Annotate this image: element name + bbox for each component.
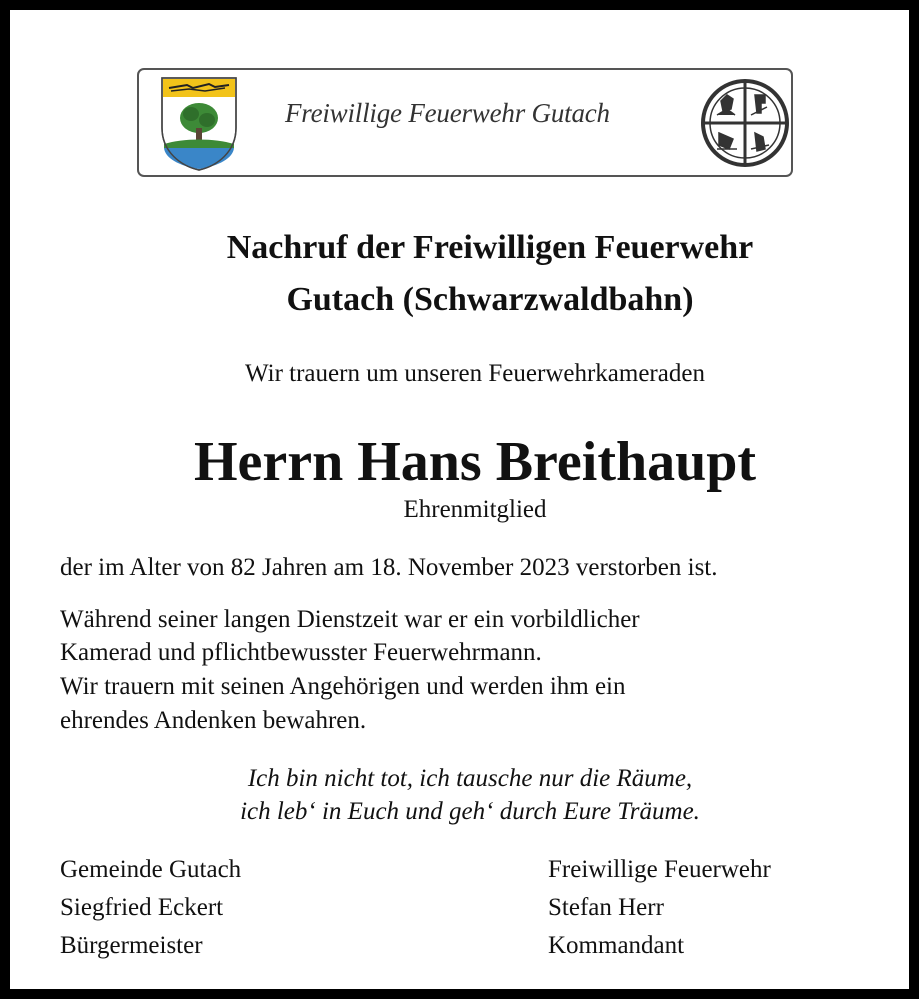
signature-right-line: Stefan Herr	[548, 894, 664, 921]
heading-line-1: Nachruf der Freiwilligen Feuerwehr	[226, 229, 754, 266]
municipal-crest-icon	[159, 76, 239, 172]
body-line: Wir trauern mit seinen Angehörigen und werden ihm ein	[60, 673, 626, 700]
signature-left-line: Bürgermeister	[60, 932, 203, 959]
signature-right-line: Kommandant	[548, 932, 685, 959]
signature-left-line: Gemeinde Gutach	[60, 856, 242, 883]
body-line: Während seiner langen Dienstzeit war er ein vorbildlicher	[60, 606, 640, 633]
death-line: der im Alter von 82 Jahren am 18. November 2023 verstorben ist.	[60, 554, 718, 581]
deceased-role: Ehrenmitglied	[403, 496, 547, 523]
fire-brigade-emblem-icon	[699, 75, 791, 171]
deceased-name: Herrn Hans Breithaupt	[193, 431, 757, 493]
org-logo-text: Freiwillige Feuerwehr Gutach	[285, 98, 610, 128]
intro-line: Wir trauern um unseren Feuerwehrkameraden	[245, 360, 705, 387]
quote-line: Ich bin nicht tot, ich tausche nur die Räume,	[247, 765, 693, 792]
body-line: Kamerad und pflichtbewusster Feuerwehrmann.	[60, 639, 542, 666]
heading-line-2: Gutach (Schwarzwaldbahn)	[286, 281, 694, 318]
signature-left-line: Siegfried Eckert	[60, 894, 224, 921]
quote-line: ich leb‘ in Euch und geh‘ durch Eure Träume.	[240, 798, 700, 825]
signature-right-line: Freiwillige Feuerwehr	[548, 856, 771, 883]
header-banner	[137, 68, 793, 177]
body-line: ehrendes Andenken bewahren.	[60, 707, 367, 734]
